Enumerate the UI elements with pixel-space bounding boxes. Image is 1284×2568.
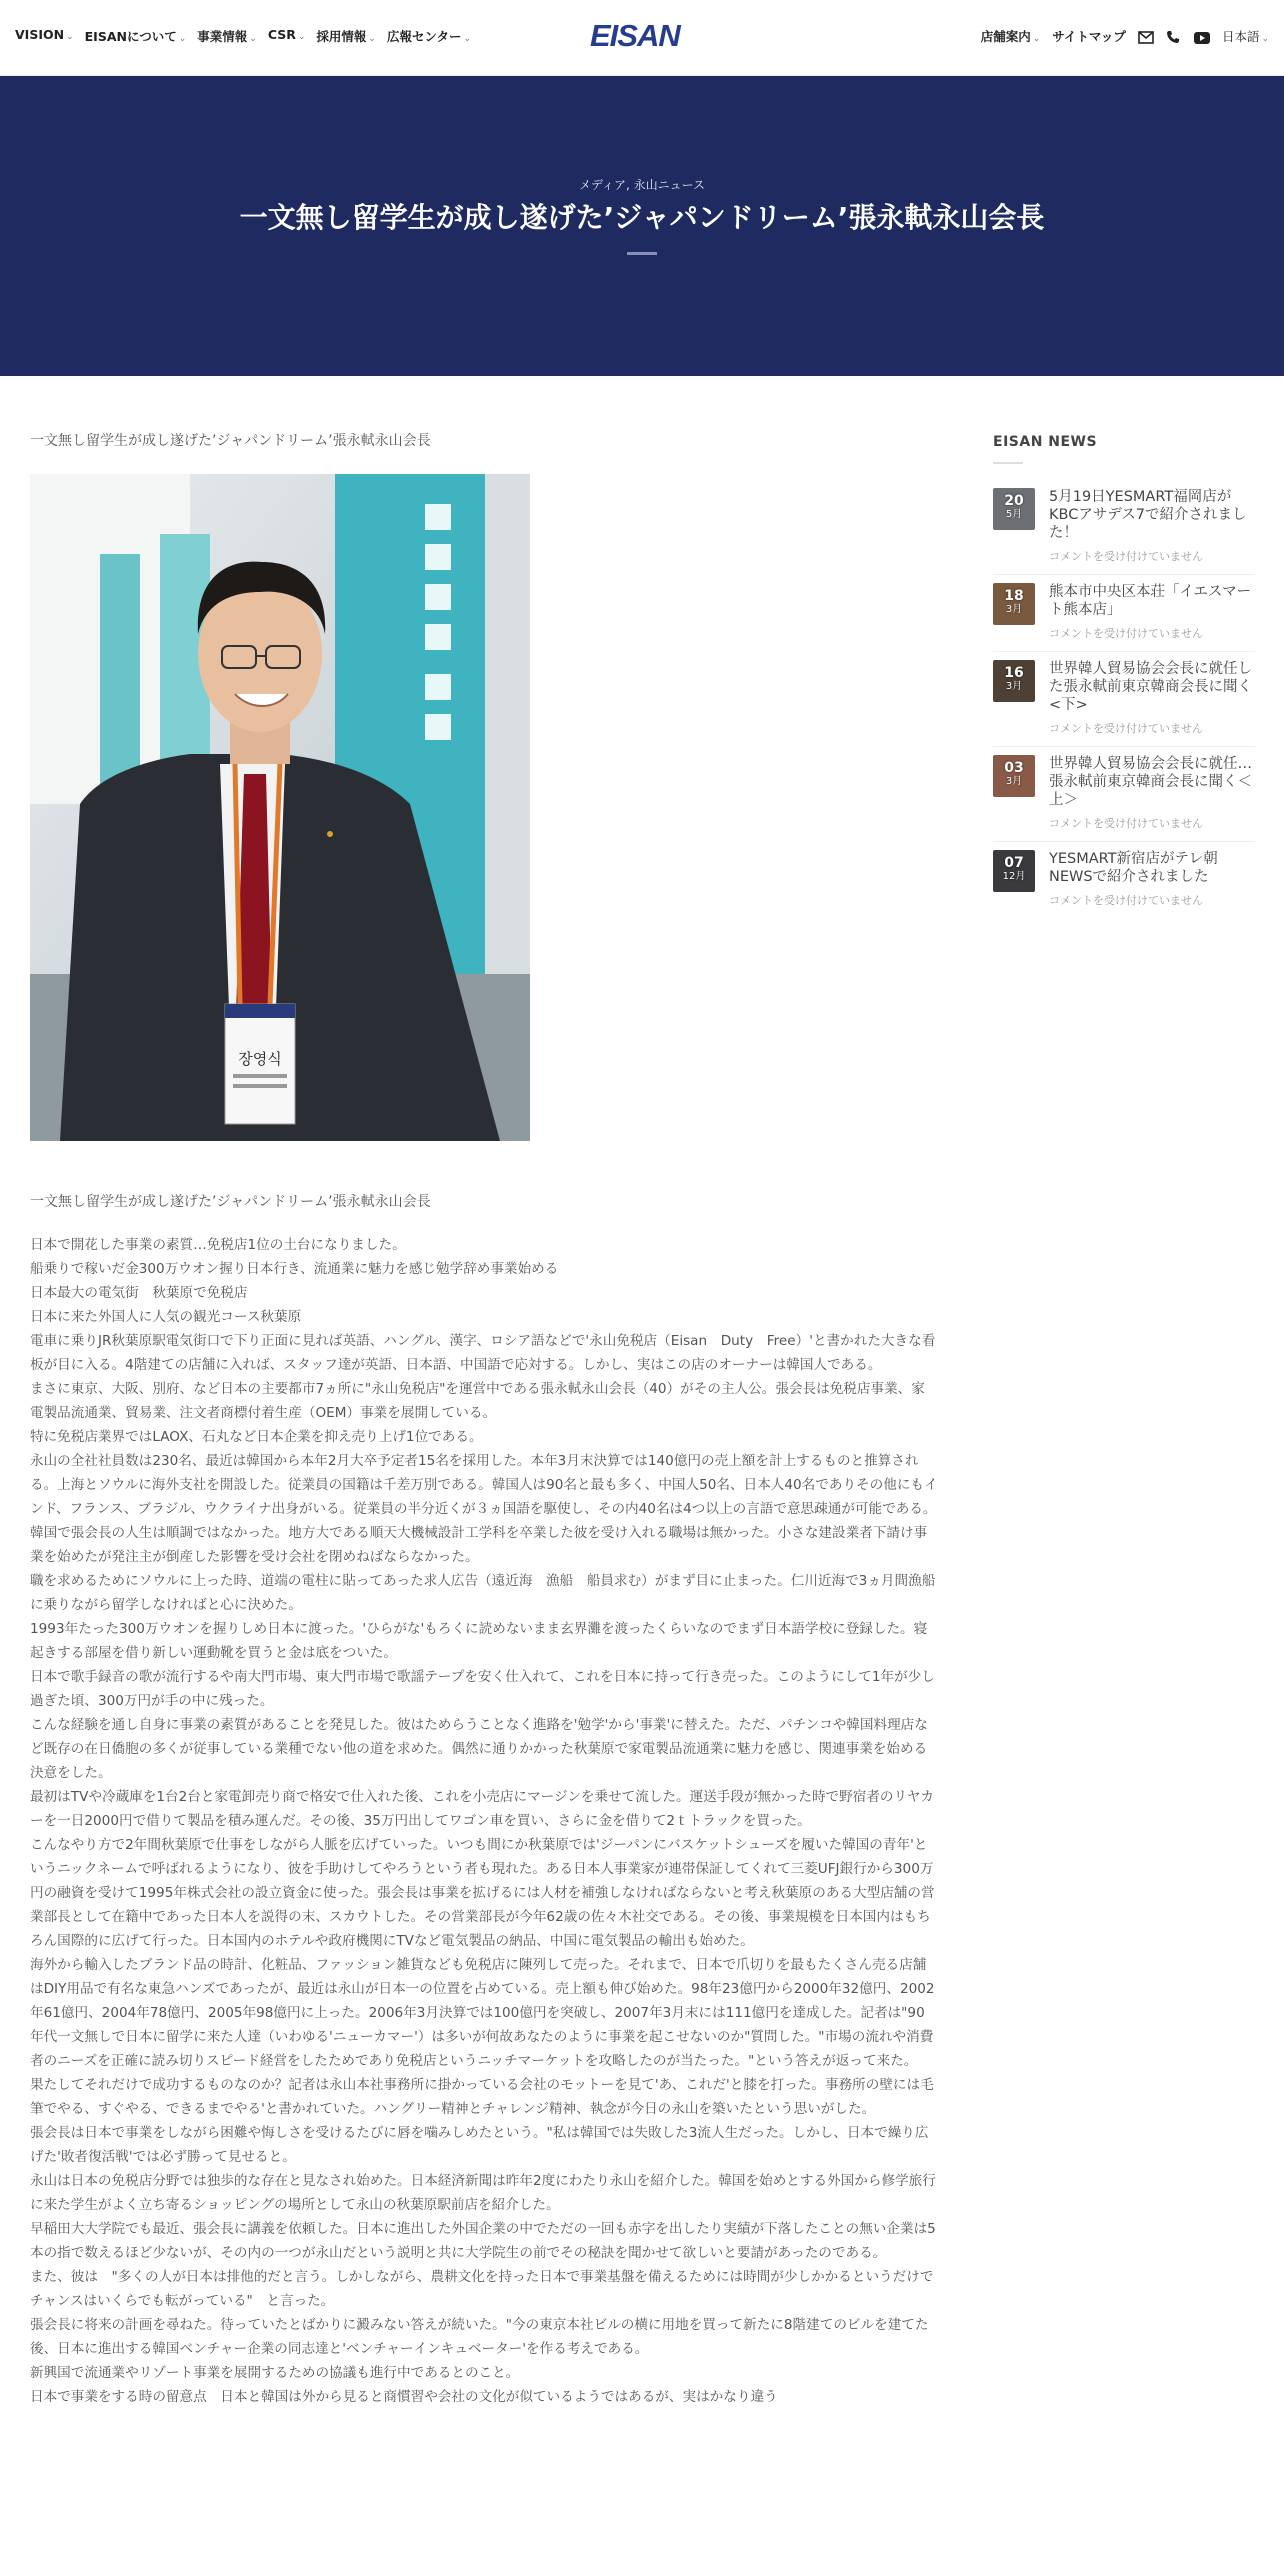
news-item[interactable] — [993, 575, 1255, 652]
article-paragraph: 張会長は日本で事業をしながら困難や悔しさを受けるたびに唇を噛みしめたという。"私は韓国では失敗した3流人生だった。しかし、日本で繰り広げた'敗者復活戦'では必ず勝って見せると。 — [30, 2125, 929, 2165]
nav-label: 事業情報 — [197, 29, 248, 44]
nav-item-recruit[interactable] — [316, 27, 376, 45]
nav-item-stores[interactable] — [981, 27, 1041, 45]
news-title-link[interactable]: 世界韓人貿易協会会長に就任…張永軾前東京韓商会長に聞く＜上＞ — [1049, 756, 1252, 808]
article-paragraph: 最初はTVや冷蔵庫を1台2台と家電卸売り商で格安で仕入れた後、これを小売店にマージンを乗せて流した。運送手段が無かった時で野宿者のリヤカーを一日2000円で借りて製品を積み運んだ。その後、35万円出してワゴン車を買い、さらに金を借りて2ｔトラックを買った。 — [30, 1789, 935, 1829]
language-label: 日本語 — [1221, 29, 1260, 44]
article-paragraph: 特に免税店業界ではLAOX、石丸など日本企業を抑え売り上げ1位である。 — [30, 1429, 483, 1445]
article-paragraph: 永山は日本の免税店分野では独歩的な存在と見なされ始めた。日本経済新聞は昨年2度にわたり永山を紹介した。韓国を始めとする外国から修学旅行に来た学生がよく立ち寄るショッピングの場所として永山の秋葉原駅前店を紹介した。 — [30, 2173, 936, 2213]
article-paragraph: こんなやり方で2年間秋葉原で仕事をしながら人脈を広げていった。いつも間にか秋葉原では'ジーパンにバスケットシューズを履いた韓国の青年'というニックネームで呼ばれるようになり、彼を手助けしてやろうという者も現れた。ある日本人事業家が連帯保証してくれて三菱UFJ銀行から300万円の融資を受けて1995年株式会社の設立資金に使った。張会長は事業を拡げるには人材を補強しなければならないと考え秋葉原のある大型店舗の営業部長として在籍中であった日本人を説得の末、スカウトした。その営業部長が今年62歳の佐々木社交である。その後、事業規模を日本国内はもちろん国際的に広げて行った。日本国内のホテルや政府機関にTVなど電気製品の納品、中国に電気製品の輸出も始めた。 — [30, 1837, 935, 1949]
nav-item-business[interactable] — [197, 27, 257, 45]
main-nav — [15, 27, 471, 45]
news-thumbnail[interactable] — [993, 850, 1035, 892]
news-day: 18 — [1004, 588, 1024, 604]
chevron-down-icon: ⌄ — [1261, 34, 1269, 44]
youtube-icon[interactable] — [1194, 29, 1210, 43]
news-day: 16 — [1004, 665, 1024, 681]
news-thumbnail[interactable] — [993, 488, 1035, 530]
article-paragraph: 永山の全社社員数は230名、最近は韓国から本年2月大卒予定者15名を採用した。本年3月末決算では140億円の売上額を計上するものと推算される。上海とソウルに海外支社を開設した。従業員の国籍は千差万別である。韓国人は90名と最も多く、中国人50名、日本人40名でありその他にもインド、フランス、ブラジル、ウクライナ出身がいる。従業員の半分近くが３ヵ国語を駆使し、その内40名は4つ以上の言語で意思疎通が可能である。 — [30, 1453, 938, 1517]
news-month: 3月 — [1005, 604, 1023, 615]
article-paragraph: 日本で事業をする時の留意点 日本と韓国は外から見ると商慣習や会社の文化が似ているようではあるが、実はかなり違う — [30, 2389, 778, 2405]
article-paragraph: 早稲田大大学院でも最近、張会長に講義を依頼した。日本に進出した外国企業の中でただの一回も赤字を出したり実績が下落したことの無い企業は5本の指で数えるほど少ないが、その内の一つが永山だという説明と共に大学院生の前でその秘訣を聞かせて欲しいと要請があったのである。 — [30, 2221, 936, 2261]
article-paragraph: 日本で開花した事業の素質…免税店1位の土台になりました。 — [30, 1237, 406, 1253]
chevron-down-icon: ⌄ — [368, 34, 376, 44]
article-paragraph: 新興国で流通業やリゾート事業を展開するための協議も進行中であるとのこと。 — [30, 2365, 520, 2381]
nav-item-about[interactable] — [85, 27, 187, 45]
page-title: 一文無し留学生が成し遂げた’ジャパンドリーム’張永軾永山会長 — [239, 201, 1045, 234]
article-paragraph: 日本最大の電気街 秋葉原で免税店 — [30, 1285, 248, 1301]
news-comment-note: コメントを受け付けていません — [1049, 627, 1203, 640]
article-paragraph: 1993年たった300万ウオンを握りしめ日本に渡った。'ひらがな'もろくに読めないまま玄界灘を渡ったくらいなのでまず日本語学校に登録した。寝起きする部屋を借り新しい運動靴を買うと金は底をついた。 — [30, 1621, 928, 1661]
article-paragraph: 職を求めるためにソウルに上った時、道端の電柱に貼ってあった求人広告（遠近海 漁船 船員求む）がまず目に止まった。仁川近海で3ヵ月間漁船に乗りながら留学しなければと心に決めた。 — [30, 1573, 936, 1613]
chevron-down-icon: ⌄ — [297, 32, 306, 42]
chevron-down-icon: ⌄ — [1032, 34, 1041, 44]
nav-label: 店舗案内 — [980, 29, 1031, 44]
article-paragraph: 日本で歌手録音の歌が流行するや南大門市場、東大門市場で歌謡テープを安く仕入れて、これを日本に持って行き売った。このようにして1年が少し過ぎた頃、300万円が手の中に残った。 — [30, 1669, 935, 1709]
site-header — [0, 0, 1284, 76]
nav-label: 広報センター — [386, 29, 462, 44]
article-content — [30, 430, 938, 2405]
news-month: 5月 — [1005, 509, 1023, 520]
news-day: 07 — [1004, 855, 1024, 871]
language-selector[interactable] — [1222, 27, 1269, 45]
article-paragraph: 船乗りで稼いだ金300万ウオン握り日本行き、流通業に魅力を感じ勉学辞め事業始める — [30, 1261, 559, 1277]
article-body — [30, 1233, 938, 2409]
article-paragraph: こんな経験を通し自身に事業の素質があることを発見した。彼はためらうことなく進路を'勉学'から'事業'に替えた。ただ、パチンコや韓国料理店など既存の在日僑胞の多くが従事している業種でない他の道を求めた。偶然に通りかかった秋葉原で家電製品流通業に魅力を感じ、関連事業を始める決意をした。 — [30, 1717, 928, 1781]
news-comment-note: コメントを受け付けていません — [1049, 817, 1203, 830]
article-lead: 一文無し留学生が成し遂げた’ジャパンドリーム’張永軾永山会長 — [30, 433, 431, 449]
news-month: 12月 — [1002, 871, 1026, 882]
article-paragraph: 張会長に将来の計画を尋ねた。待っていたとばかりに澱みない答えが続いた。"今の東京本社ビルの横に用地を買って新たに8階建てのビルを建てた後、日本に進出する韓国ベンチャー企業の同志達と'ベンチャーインキュベーター'を作る考えである。 — [30, 2317, 929, 2357]
news-day: 03 — [1004, 760, 1024, 776]
news-month: 3月 — [1005, 681, 1023, 692]
news-comment-note: コメントを受け付けていません — [1049, 894, 1203, 907]
news-item[interactable] — [993, 652, 1255, 747]
article-paragraph: まさに東京、大阪、別府、など日本の主要都市7ヵ所に"永山免税店"を運営中である張永軾永山会長（40）がその主人公。張会長は免税店事業、家電製品流通業、貿易業、注文者商標付着生産（OEM）事業を展開している。 — [30, 1381, 925, 1421]
nav-label: 採用情報 — [316, 29, 367, 44]
news-thumbnail[interactable] — [993, 583, 1035, 625]
article-paragraph: 電車に乗りJR秋葉原駅電気街口で下り正面に見れば英語、ハングル、漢字、ロシア語などで'永山免税店（Eisan Duty Free）'と書かれた大きな看板が目に入る。4階建ての店舗に入れば、スタッフ達が英語、日本語、中国語で応対する。しかし、実はこの店のオーナーは韓国人である。 — [30, 1333, 936, 1373]
news-item[interactable] — [993, 747, 1255, 842]
news-title-link[interactable]: 世界韓人貿易協会会長に就任した張永軾前東京韓商会長に聞く<下> — [1049, 661, 1252, 713]
nav-label: VISION — [15, 27, 65, 42]
nav-item-vision[interactable] — [15, 27, 74, 45]
title-divider — [627, 252, 657, 255]
chevron-down-icon: ⌄ — [66, 32, 74, 42]
news-item[interactable] — [993, 842, 1255, 918]
post-categories[interactable]: メディア, 永山ニュース — [578, 178, 706, 192]
news-title-link[interactable]: YESMART新宿店がテレ朝NEWSで紹介されました — [1049, 851, 1218, 885]
chairman-photo — [30, 474, 530, 1141]
news-month: 3月 — [1005, 776, 1023, 787]
news-comment-note: コメントを受け付けていません — [1049, 722, 1203, 735]
utility-nav — [981, 27, 1269, 45]
article-paragraph: 海外から輸入したブランド品の時計、化粧品、ファッション雑貨なども免税店に陳列して売った。それまで、日本で爪切りを最もたくさん売る店舗はDIY用品で有名な東急ハンズであったが、最近は永山が日本一の位置を占めている。売上額も伸び始めた。98年23億円から2000年32億円、2002年61億円、2004年78億円、2005年98億円に上った。2006年3月決算では100億円を突破し、2007年3月末には111億円を達成した。記者は"90年代一文無しで日本に留学に来た人達（いわゆる'ニューカマー'）は多いが何故あなたのように事業を起こせないのか"質問した。"市場の流れや消費者のニーズを正確に読み切りスピード経営をしたためであり免税店というニッチマーケットを攻略したのが当たった。"という答えが返って来た。 — [30, 1957, 935, 2069]
news-item[interactable] — [993, 480, 1255, 575]
article-paragraph: 韓国で張会長の人生は順調ではなかった。地方大である順天大機械設計工学科を卒業した彼を受け入れる職場は無かった。小さな建設業者下請け事業を始めたが発注主が倒産した影響を受け会社を閉めねばならなかった。 — [30, 1525, 928, 1565]
badge-name: 장영식 — [238, 1050, 282, 1068]
news-comment-note: コメントを受け付けていません — [1049, 550, 1203, 563]
article-paragraph: また、彼は "多くの人が日本は排他的だと言う。しかしながら、農耕文化を持った日本で事業基盤を備えるためには時間が少しかかるというだけでチャンスはいくらでも転がっている" と言った。 — [30, 2269, 934, 2309]
sidebar — [993, 434, 1255, 918]
phone-icon[interactable] — [1166, 29, 1182, 43]
news-title-link[interactable]: 熊本市中央区本荘「イエスマート熊本店」 — [1049, 584, 1252, 618]
nav-label: CSR — [267, 27, 296, 42]
news-title-link[interactable]: 5月19日YESMART福岡店がKBCアサデス7で紹介されました！ — [1049, 489, 1247, 541]
nav-item-csr[interactable] — [268, 27, 306, 45]
sidebar-title: EISAN NEWS — [993, 434, 1098, 450]
article-paragraph: 果たしてそれだけで成功するものなのか？記者は永山本社事務所に掛かっている会社のモットーを見て'あ、これだ'と膝を打った。事務所の壁には毛筆でやる、すぐやる、できるまでやる'と書かれていた。ハングリー精神とチャレンジ精神、執念が今日の永山を築いたという思いがした。 — [30, 2077, 934, 2117]
chevron-down-icon: ⌄ — [463, 34, 472, 44]
news-thumbnail[interactable] — [993, 755, 1035, 797]
news-day: 20 — [1004, 493, 1024, 509]
news-thumbnail[interactable] — [993, 660, 1035, 702]
chevron-down-icon: ⌄ — [178, 34, 187, 44]
photo-caption: 一文無し留学生が成し遂げた’ジャパンドリーム’張永軾永山会長 — [30, 1194, 431, 1210]
eisan-logo[interactable]: EISAN — [590, 18, 680, 53]
sidebar-divider — [993, 462, 1023, 464]
nav-label: EISANについて — [84, 29, 177, 44]
hero-banner — [0, 76, 1284, 376]
nav-item-press[interactable] — [387, 27, 471, 45]
chevron-down-icon: ⌄ — [249, 34, 257, 44]
article-paragraph: 日本に来た外国人に人気の観光コース秋葉原 — [30, 1309, 302, 1325]
mail-icon[interactable] — [1138, 29, 1154, 43]
nav-item-sitemap[interactable]: サイトマップ — [1052, 29, 1126, 44]
